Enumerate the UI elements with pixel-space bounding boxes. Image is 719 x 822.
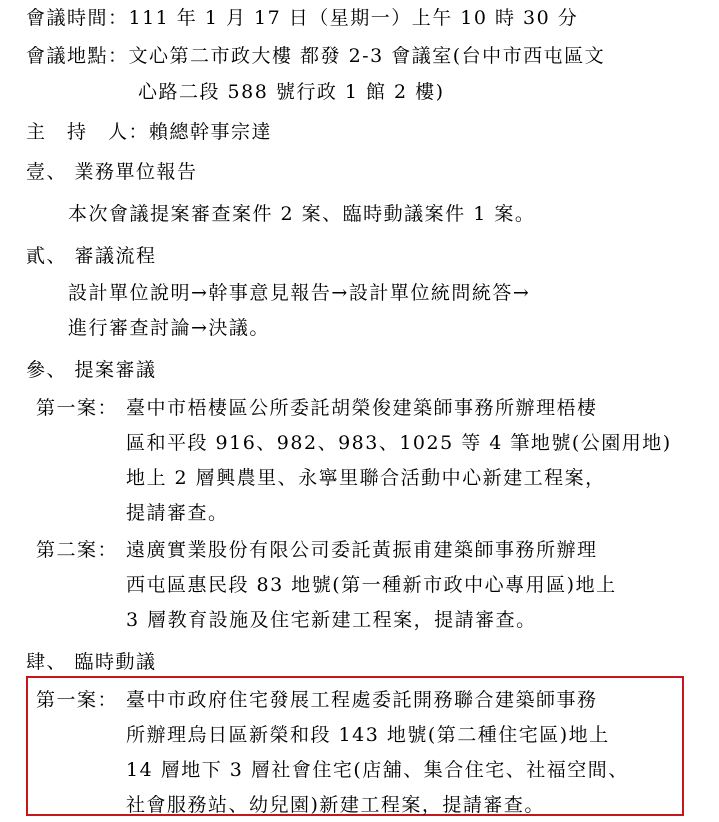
case-text-line2: 區和平段 916、982、983、1025 等 4 筆地號(公園用地) [126,432,672,454]
case-text-line3: 14 層地下 3 層社會住宅(店舖、集合住宅、社福空間、 [126,759,629,781]
case-text-line4: 提請審查。 [126,502,229,524]
section-2-line2: 進行審查討論→決議。 [68,317,270,339]
section-2-heading: 貳、 審議流程 [26,245,157,267]
case-text-line3: 地上 2 層興農里、永寧里聯合活動中心新建工程案， [126,467,606,489]
case-text-line3: 3 層教育設施及住宅新建工程案，提請審查。 [126,609,537,631]
case-text-line4: 社會服務站、幼兒園)新建工程案，提請審查。 [126,794,545,816]
section-1-body: 本次會議提案審查案件 2 案、臨時動議案件 1 案。 [68,203,536,225]
case-text-line1: 臺中市梧棲區公所委託胡榮俊建築師事務所辦理梧棲 [126,397,598,419]
section-1-heading: 壹、 業務單位報告 [26,161,198,183]
case-text-line2: 西屯區惠民段 83 地號(第一種新市政中心專用區)地上 [126,574,617,596]
case-label: 第二案： [36,539,119,561]
case-text-line1: 遠廣實業股份有限公司委託黃振甫建築師事務所辦理 [126,539,598,561]
case-label: 第一案： [36,397,119,419]
case-label: 第一案： [36,689,119,711]
meeting-chair: 主 持 人：賴總幹事宗達 [26,121,273,143]
meeting-location-line1: 會議地點：文心第二市政大樓 都發 2-3 會議室(台中市西屯區文 [26,45,606,67]
case-text-line2: 所辦理烏日區新榮和段 143 地號(第二種住宅區)地上 [126,724,610,746]
section-2-line1: 設計單位說明→幹事意見報告→設計單位統問統答→ [68,282,531,304]
case-text-line1: 臺中市政府住宅發展工程處委託開務聯合建築師事務 [126,689,598,711]
section-4-heading: 肆、 臨時動議 [26,651,157,673]
section-3-heading: 參、 提案審議 [26,359,157,381]
meeting-time: 會議時間：111 年 1 月 17 日（星期一）上午 10 時 30 分 [26,7,579,29]
meeting-location-line2: 心路二段 588 號行政 1 館 2 樓) [138,81,445,103]
